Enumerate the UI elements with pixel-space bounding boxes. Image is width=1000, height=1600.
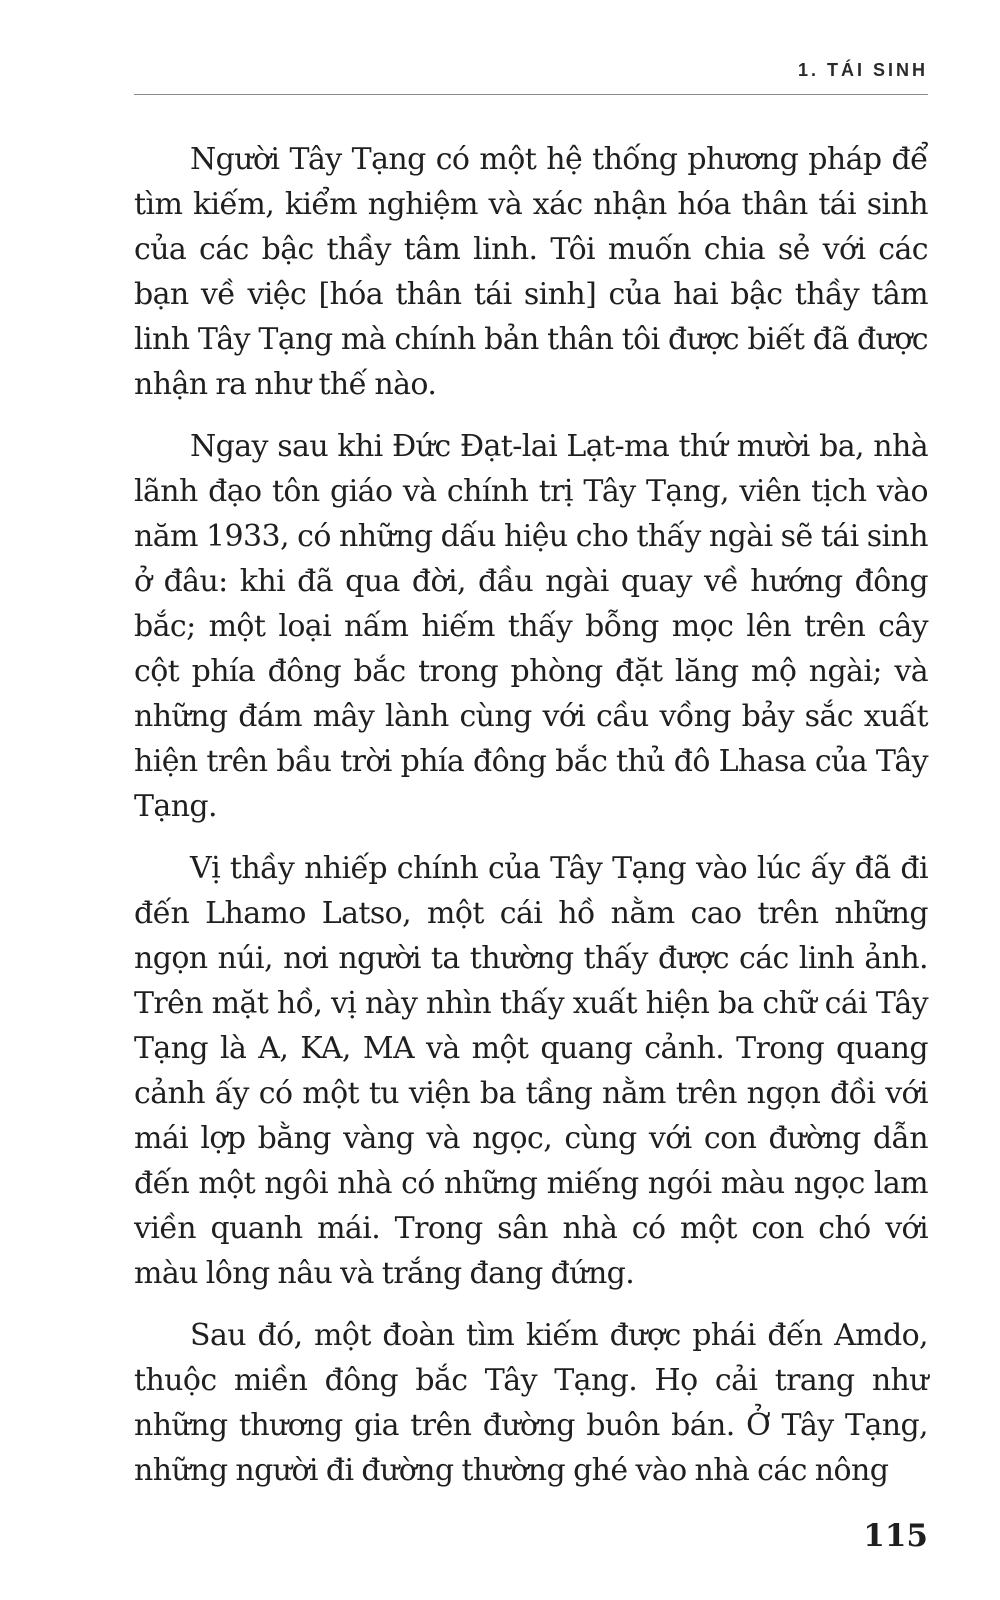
paragraph: Người Tây Tạng có một hệ thống phương pháp để tìm kiếm, kiểm nghiệm và xác nhận hóa thân tái sinh của các bậc thầy tâm linh. Tôi muốn chia sẻ với các bạn về việc [hóa thân tái sinh] của hai bậc thầy tâm linh Tây Tạng mà chính bản thân tôi được biết đã được nhận ra như thế nào. [134, 142, 928, 402]
body-text [134, 137, 928, 1493]
paragraph: Sau đó, một đoàn tìm kiếm được phái đến Amdo, thuộc miền đông bắc Tây Tạng. Họ cải trang như những thương gia trên đường buôn bán. Ở Tây Tạng, những người đi đường thường ghé vào nhà các nông [134, 1318, 928, 1488]
header-divider [134, 94, 928, 95]
paragraph: Vị thầy nhiếp chính của Tây Tạng vào lúc ấy đã đi đến Lhamo Latso, một cái hồ nằm cao trên những ngọn núi, nơi người ta thường thấy được các linh ảnh. Trên mặt hồ, vị này nhìn thấy xuất hiện ba chữ cái Tây Tạng là A, KA, MA và một quang cảnh. Trong quang cảnh ấy có một tu viện ba tầng nằm trên ngọn đồi với mái lợp bằng vàng và ngọc, cùng với con đường dẫn đến một ngôi nhà có những miếng ngói màu ngọc lam viền quanh mái. Trong sân nhà có một con chó với màu lông nâu và trắng đang đứng. [134, 851, 928, 1291]
paragraph: Ngay sau khi Đức Đạt-lai Lạt-ma thứ mười ba, nhà lãnh đạo tôn giáo và chính trị Tây Tạng, viên tịch vào năm 1933, có những dấu hiệu cho thấy ngài sẽ tái sinh ở đâu: khi đã qua đời, đầu ngài quay về hướng đông bắc; một loại nấm hiếm thấy bỗng mọc lên trên cây cột phía đông bắc trong phòng đặt lăng mộ ngài; và những đám mây lành cùng với cầu vồng bảy sắc xuất hiện trên bầu trời phía đông bắc thủ đô Lhasa của Tây Tạng. [134, 429, 928, 824]
running-head-chapter: 1. TÁI SINH [797, 60, 928, 80]
page-number: 115 [863, 1518, 928, 1554]
